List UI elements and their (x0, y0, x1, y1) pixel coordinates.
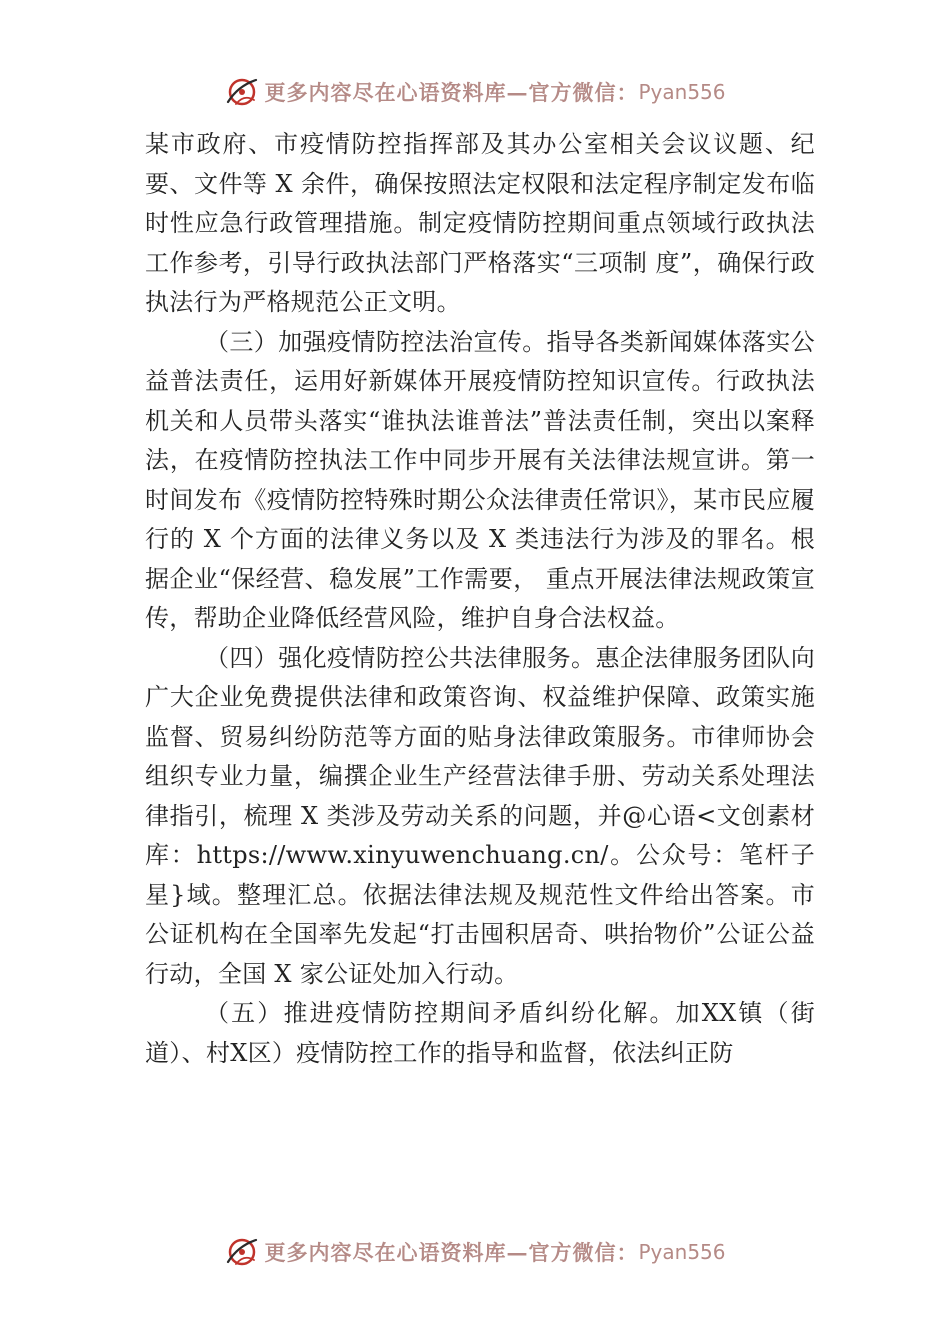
paragraph-3: （四）强化疫情防控公共法律服务。惠企法律服务团队向广大企业免费提供法律和政策咨询、权益维护保障、政策实施监督、贸易纠纷防范等方面的贴身法律政策服务。市律师协会组织专业力量，编撰企业生产经营法律手册、劳动关系处理法律指引，梳理 X 类涉及劳动关系的问题，并@心语<文创素材库：https://www.xinyuwenchuang.cn/。公众号：笔杆子星}域。整理汇总。依据法律法规及规范性文件给出答案。市公证机构在全国率先发起“打击囤积居奇、哄抬物价”公证公益行动，全国 X 家公证处加入行动。 (145, 643, 815, 988)
header-banner (0, 72, 950, 112)
footer-brand-id: Pyan556 (638, 1240, 726, 1264)
document-body (145, 125, 815, 1073)
paragraph-1: 某市政府、市疫情防控指挥部及其办公室相关会议议题、纪要、文件等 X 余件，确保按照法定权限和法定程序制定发布临时性应急行政管理措施。制定疫情防控期间重点领域行政执法工作参考，引导行政执法部门严格落实“三项制 度”，确保行政执法行为严格规范公正文明。 (145, 130, 815, 316)
footer-brand-text: 更多内容尽在心语资料库—官方微信： (264, 1240, 639, 1265)
paragraph-2: （三）加强疫情防控法治宣传。指导各类新闻媒体落实公益普法责任，运用好新媒体开展疫情防控知识宣传。行政执法机关和人员带头落实“谁执法谁普法”普法责任制，突出以案释法，在疫情防控执法工作中同步开展有关法律法规宣讲。第一时间发布《疫情防控特殊时期公众法律责任常识》，某市民应履行的 X 个方面的法律义务以及 X 类违法行为涉及的罪名。根据企业“保经营、稳发展”工作需要， 重点开展法律法规政策宣传，帮助企业降低经营风险，维护自身合法权益。 (145, 327, 815, 632)
paragraph-4: （五）推进疫情防控期间矛盾纠纷化解。加XX镇（街道）、村X区）疫情防控工作的指导和监督，依法纠正防 (145, 999, 815, 1067)
footer-banner (0, 1232, 950, 1272)
brand-logo-icon (224, 1234, 260, 1270)
brand-logo-icon (224, 74, 260, 110)
header-brand-id: Pyan556 (638, 80, 726, 104)
header-brand-text: 更多内容尽在心语资料库—官方微信： (264, 80, 639, 105)
